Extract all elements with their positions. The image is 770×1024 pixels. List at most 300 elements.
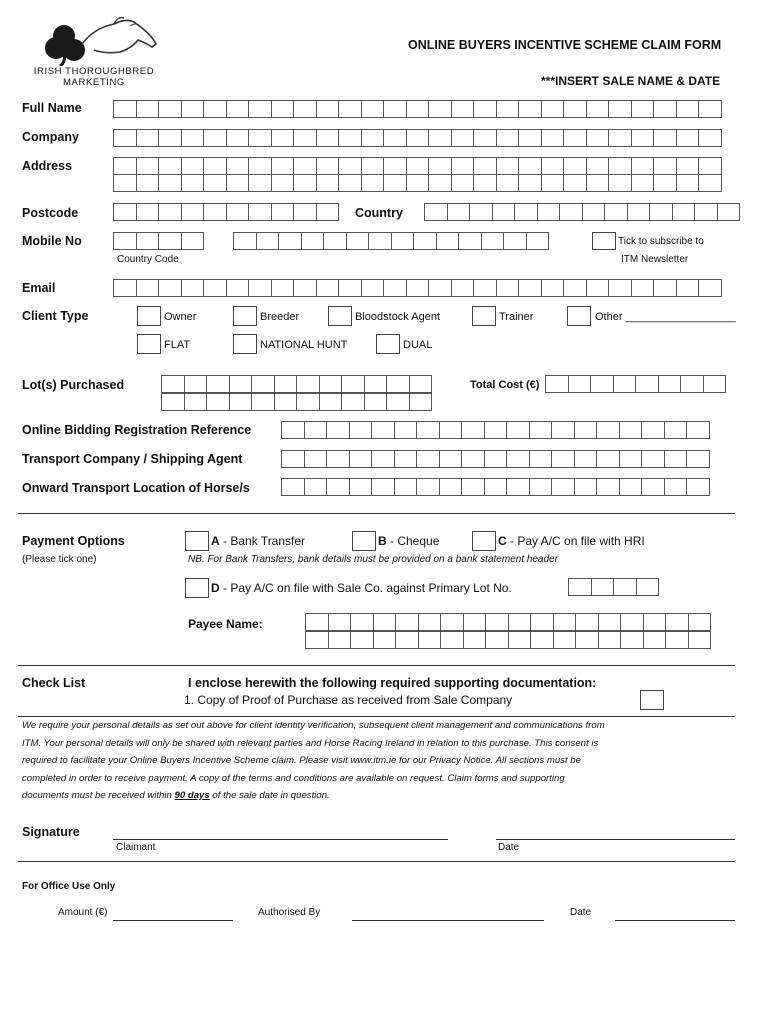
char-cell[interactable] (473, 174, 497, 192)
char-cell[interactable] (319, 375, 343, 393)
char-cell[interactable] (416, 478, 440, 496)
char-cell[interactable] (406, 174, 430, 192)
char-cell[interactable] (281, 478, 305, 496)
char-cell[interactable] (620, 613, 644, 631)
char-cell[interactable] (206, 393, 230, 411)
char-cell[interactable] (676, 129, 700, 147)
char-cell[interactable] (641, 421, 665, 439)
char-cell[interactable] (226, 157, 250, 175)
char-cell[interactable] (575, 631, 599, 649)
char-cell[interactable] (328, 613, 352, 631)
char-cell[interactable] (293, 279, 317, 297)
char-cell[interactable] (506, 421, 530, 439)
char-cell[interactable] (608, 157, 632, 175)
char-cell[interactable] (473, 129, 497, 147)
char-cell[interactable] (181, 129, 205, 147)
char-cell[interactable] (361, 174, 385, 192)
char-cell[interactable] (316, 203, 340, 221)
char-cell[interactable] (541, 279, 565, 297)
char-cell[interactable] (184, 393, 208, 411)
char-cell[interactable] (229, 375, 253, 393)
char-cell[interactable] (631, 129, 655, 147)
char-cell[interactable] (635, 375, 659, 393)
char-cell[interactable] (406, 100, 430, 118)
char-cell[interactable] (395, 613, 419, 631)
char-cell[interactable] (361, 279, 385, 297)
dual-checkbox[interactable] (376, 334, 400, 354)
char-cell[interactable] (485, 631, 509, 649)
address-field-line2[interactable] (113, 174, 722, 192)
char-cell[interactable] (406, 129, 430, 147)
char-cell[interactable] (184, 375, 208, 393)
char-cell[interactable] (316, 174, 340, 192)
char-cell[interactable] (586, 279, 610, 297)
char-cell[interactable] (604, 203, 628, 221)
char-cell[interactable] (574, 450, 598, 468)
char-cell[interactable] (274, 393, 298, 411)
char-cell[interactable] (113, 203, 137, 221)
char-cell[interactable] (428, 157, 452, 175)
char-cell[interactable] (619, 421, 643, 439)
char-cell[interactable] (484, 421, 508, 439)
char-cell[interactable] (596, 450, 620, 468)
char-cell[interactable] (248, 129, 272, 147)
char-cell[interactable] (371, 478, 395, 496)
char-cell[interactable] (439, 421, 463, 439)
char-cell[interactable] (158, 100, 182, 118)
breeder-checkbox[interactable] (233, 306, 257, 326)
char-cell[interactable] (496, 129, 520, 147)
char-cell[interactable] (251, 393, 275, 411)
char-cell[interactable] (271, 100, 295, 118)
char-cell[interactable] (361, 100, 385, 118)
char-cell[interactable] (641, 478, 665, 496)
char-cell[interactable] (631, 157, 655, 175)
char-cell[interactable] (386, 393, 410, 411)
char-cell[interactable] (608, 100, 632, 118)
char-cell[interactable] (563, 174, 587, 192)
char-cell[interactable] (461, 478, 485, 496)
lots-field-row1[interactable] (161, 375, 432, 393)
char-cell[interactable] (653, 129, 677, 147)
char-cell[interactable] (481, 232, 505, 250)
char-cell[interactable] (281, 421, 305, 439)
char-cell[interactable] (514, 203, 538, 221)
char-cell[interactable] (350, 613, 374, 631)
char-cell[interactable] (586, 100, 610, 118)
char-cell[interactable] (383, 129, 407, 147)
char-cell[interactable] (158, 203, 182, 221)
char-cell[interactable] (643, 631, 667, 649)
char-cell[interactable] (574, 421, 598, 439)
authorised-line[interactable] (352, 920, 544, 921)
char-cell[interactable] (473, 100, 497, 118)
char-cell[interactable] (338, 174, 362, 192)
char-cell[interactable] (545, 375, 569, 393)
char-cell[interactable] (136, 232, 160, 250)
char-cell[interactable] (503, 232, 527, 250)
char-cell[interactable] (658, 375, 682, 393)
char-cell[interactable] (586, 157, 610, 175)
char-cell[interactable] (664, 478, 688, 496)
char-cell[interactable] (226, 100, 250, 118)
char-cell[interactable] (409, 375, 433, 393)
char-cell[interactable] (136, 279, 160, 297)
char-cell[interactable] (113, 129, 137, 147)
char-cell[interactable] (590, 375, 614, 393)
char-cell[interactable] (665, 613, 689, 631)
char-cell[interactable] (326, 421, 350, 439)
char-cell[interactable] (649, 203, 673, 221)
char-cell[interactable] (653, 100, 677, 118)
char-cell[interactable] (568, 375, 592, 393)
char-cell[interactable] (113, 174, 137, 192)
char-cell[interactable] (206, 375, 230, 393)
primary-lot-field[interactable] (568, 578, 659, 596)
char-cell[interactable] (248, 174, 272, 192)
payee-field-row1[interactable] (305, 613, 711, 631)
email-field[interactable] (113, 279, 722, 297)
char-cell[interactable] (391, 232, 415, 250)
char-cell[interactable] (349, 450, 373, 468)
char-cell[interactable] (316, 129, 340, 147)
char-cell[interactable] (161, 393, 185, 411)
char-cell[interactable] (136, 157, 160, 175)
char-cell[interactable] (371, 421, 395, 439)
char-cell[interactable] (598, 631, 622, 649)
char-cell[interactable] (676, 157, 700, 175)
char-cell[interactable] (373, 613, 397, 631)
char-cell[interactable] (248, 100, 272, 118)
char-cell[interactable] (529, 421, 553, 439)
char-cell[interactable] (664, 421, 688, 439)
char-cell[interactable] (529, 478, 553, 496)
char-cell[interactable] (293, 174, 317, 192)
char-cell[interactable] (676, 174, 700, 192)
char-cell[interactable] (694, 203, 718, 221)
char-cell[interactable] (416, 450, 440, 468)
char-cell[interactable] (226, 129, 250, 147)
char-cell[interactable] (349, 421, 373, 439)
char-cell[interactable] (575, 613, 599, 631)
postcode-field[interactable] (113, 203, 339, 221)
char-cell[interactable] (361, 129, 385, 147)
char-cell[interactable] (473, 279, 497, 297)
onward-field[interactable] (281, 478, 710, 496)
char-cell[interactable] (296, 375, 320, 393)
char-cell[interactable] (181, 100, 205, 118)
cheque-checkbox[interactable] (352, 531, 376, 551)
char-cell[interactable] (461, 450, 485, 468)
amount-line[interactable] (113, 920, 233, 921)
char-cell[interactable] (461, 421, 485, 439)
char-cell[interactable] (113, 100, 137, 118)
char-cell[interactable] (686, 478, 710, 496)
country-field[interactable] (424, 203, 740, 221)
char-cell[interactable] (394, 478, 418, 496)
char-cell[interactable] (698, 129, 722, 147)
char-cell[interactable] (338, 129, 362, 147)
char-cell[interactable] (551, 450, 575, 468)
char-cell[interactable] (274, 375, 298, 393)
char-cell[interactable] (608, 279, 632, 297)
proof-of-purchase-checkbox[interactable] (640, 690, 664, 710)
char-cell[interactable] (203, 174, 227, 192)
lots-field-row2[interactable] (161, 393, 432, 411)
char-cell[interactable] (386, 375, 410, 393)
char-cell[interactable] (596, 478, 620, 496)
char-cell[interactable] (304, 478, 328, 496)
char-cell[interactable] (424, 203, 448, 221)
char-cell[interactable] (518, 100, 542, 118)
char-cell[interactable] (383, 100, 407, 118)
char-cell[interactable] (686, 450, 710, 468)
char-cell[interactable] (323, 232, 347, 250)
char-cell[interactable] (451, 279, 475, 297)
signature-date-line[interactable] (496, 839, 735, 840)
char-cell[interactable] (463, 631, 487, 649)
char-cell[interactable] (271, 157, 295, 175)
char-cell[interactable] (316, 157, 340, 175)
char-cell[interactable] (226, 203, 250, 221)
char-cell[interactable] (496, 279, 520, 297)
char-cell[interactable] (416, 421, 440, 439)
char-cell[interactable] (394, 450, 418, 468)
char-cell[interactable] (440, 613, 464, 631)
char-cell[interactable] (271, 203, 295, 221)
char-cell[interactable] (248, 279, 272, 297)
char-cell[interactable] (559, 203, 583, 221)
char-cell[interactable] (296, 393, 320, 411)
char-cell[interactable] (136, 174, 160, 192)
char-cell[interactable] (553, 631, 577, 649)
char-cell[interactable] (346, 232, 370, 250)
char-cell[interactable] (551, 478, 575, 496)
char-cell[interactable] (439, 450, 463, 468)
char-cell[interactable] (484, 450, 508, 468)
char-cell[interactable] (506, 478, 530, 496)
char-cell[interactable] (458, 232, 482, 250)
char-cell[interactable] (643, 613, 667, 631)
char-cell[interactable] (233, 232, 257, 250)
char-cell[interactable] (136, 100, 160, 118)
char-cell[interactable] (613, 578, 637, 596)
char-cell[interactable] (451, 129, 475, 147)
char-cell[interactable] (158, 174, 182, 192)
char-cell[interactable] (608, 129, 632, 147)
char-cell[interactable] (620, 631, 644, 649)
char-cell[interactable] (338, 279, 362, 297)
char-cell[interactable] (136, 203, 160, 221)
char-cell[interactable] (316, 100, 340, 118)
char-cell[interactable] (371, 450, 395, 468)
char-cell[interactable] (181, 279, 205, 297)
char-cell[interactable] (181, 157, 205, 175)
char-cell[interactable] (596, 421, 620, 439)
char-cell[interactable] (304, 450, 328, 468)
char-cell[interactable] (518, 157, 542, 175)
char-cell[interactable] (316, 279, 340, 297)
char-cell[interactable] (586, 174, 610, 192)
char-cell[interactable] (305, 631, 329, 649)
char-cell[interactable] (439, 478, 463, 496)
char-cell[interactable] (485, 613, 509, 631)
char-cell[interactable] (350, 631, 374, 649)
char-cell[interactable] (181, 203, 205, 221)
char-cell[interactable] (364, 375, 388, 393)
char-cell[interactable] (418, 613, 442, 631)
char-cell[interactable] (496, 174, 520, 192)
bank-transfer-checkbox[interactable] (185, 531, 209, 551)
flat-checkbox[interactable] (137, 334, 161, 354)
char-cell[interactable] (703, 375, 727, 393)
char-cell[interactable] (428, 174, 452, 192)
char-cell[interactable] (541, 174, 565, 192)
char-cell[interactable] (717, 203, 741, 221)
char-cell[interactable] (271, 129, 295, 147)
char-cell[interactable] (203, 100, 227, 118)
char-cell[interactable] (688, 631, 712, 649)
char-cell[interactable] (518, 174, 542, 192)
mobile-field[interactable] (233, 232, 549, 250)
char-cell[interactable] (698, 157, 722, 175)
char-cell[interactable] (406, 279, 430, 297)
bloodstock-agent-checkbox[interactable] (328, 306, 352, 326)
char-cell[interactable] (203, 279, 227, 297)
char-cell[interactable] (203, 129, 227, 147)
char-cell[interactable] (653, 174, 677, 192)
char-cell[interactable] (293, 100, 317, 118)
char-cell[interactable] (338, 157, 362, 175)
char-cell[interactable] (440, 631, 464, 649)
transport-field[interactable] (281, 450, 710, 468)
char-cell[interactable] (641, 450, 665, 468)
char-cell[interactable] (680, 375, 704, 393)
char-cell[interactable] (529, 450, 553, 468)
char-cell[interactable] (613, 375, 637, 393)
char-cell[interactable] (563, 279, 587, 297)
char-cell[interactable] (271, 174, 295, 192)
char-cell[interactable] (395, 631, 419, 649)
char-cell[interactable] (319, 393, 343, 411)
address-field-line1[interactable] (113, 157, 722, 175)
char-cell[interactable] (158, 232, 182, 250)
char-cell[interactable] (428, 129, 452, 147)
char-cell[interactable] (373, 631, 397, 649)
char-cell[interactable] (631, 279, 655, 297)
char-cell[interactable] (113, 279, 137, 297)
char-cell[interactable] (698, 174, 722, 192)
char-cell[interactable] (293, 129, 317, 147)
char-cell[interactable] (278, 232, 302, 250)
char-cell[interactable] (526, 232, 550, 250)
char-cell[interactable] (328, 631, 352, 649)
char-cell[interactable] (551, 421, 575, 439)
other-checkbox[interactable] (567, 306, 591, 326)
company-field[interactable] (113, 129, 722, 147)
char-cell[interactable] (181, 174, 205, 192)
char-cell[interactable] (341, 375, 365, 393)
char-cell[interactable] (326, 478, 350, 496)
char-cell[interactable] (226, 279, 250, 297)
char-cell[interactable] (428, 279, 452, 297)
char-cell[interactable] (409, 393, 433, 411)
char-cell[interactable] (518, 279, 542, 297)
char-cell[interactable] (229, 393, 253, 411)
char-cell[interactable] (541, 129, 565, 147)
char-cell[interactable] (251, 375, 275, 393)
char-cell[interactable] (451, 157, 475, 175)
char-cell[interactable] (113, 157, 137, 175)
char-cell[interactable] (158, 157, 182, 175)
char-cell[interactable] (496, 157, 520, 175)
char-cell[interactable] (271, 279, 295, 297)
hri-account-checkbox[interactable] (472, 531, 496, 551)
char-cell[interactable] (586, 129, 610, 147)
char-cell[interactable] (428, 100, 452, 118)
char-cell[interactable] (463, 613, 487, 631)
char-cell[interactable] (537, 203, 561, 221)
char-cell[interactable] (256, 232, 280, 250)
char-cell[interactable] (496, 100, 520, 118)
char-cell[interactable] (226, 174, 250, 192)
char-cell[interactable] (676, 279, 700, 297)
newsletter-checkbox[interactable] (592, 232, 616, 250)
char-cell[interactable] (508, 613, 532, 631)
char-cell[interactable] (636, 578, 660, 596)
char-cell[interactable] (158, 279, 182, 297)
char-cell[interactable] (530, 613, 554, 631)
char-cell[interactable] (304, 421, 328, 439)
char-cell[interactable] (181, 232, 205, 250)
char-cell[interactable] (541, 100, 565, 118)
char-cell[interactable] (676, 100, 700, 118)
office-date-line[interactable] (615, 920, 735, 921)
char-cell[interactable] (447, 203, 471, 221)
char-cell[interactable] (293, 157, 317, 175)
bidding-ref-field[interactable] (281, 421, 710, 439)
char-cell[interactable] (368, 232, 392, 250)
char-cell[interactable] (338, 100, 362, 118)
char-cell[interactable] (492, 203, 516, 221)
char-cell[interactable] (664, 450, 688, 468)
char-cell[interactable] (413, 232, 437, 250)
char-cell[interactable] (563, 157, 587, 175)
char-cell[interactable] (563, 129, 587, 147)
char-cell[interactable] (619, 450, 643, 468)
char-cell[interactable] (301, 232, 325, 250)
full-name-field[interactable] (113, 100, 722, 118)
char-cell[interactable] (598, 613, 622, 631)
char-cell[interactable] (158, 129, 182, 147)
char-cell[interactable] (484, 478, 508, 496)
char-cell[interactable] (563, 100, 587, 118)
char-cell[interactable] (248, 157, 272, 175)
char-cell[interactable] (506, 450, 530, 468)
total-cost-field[interactable] (545, 375, 726, 393)
char-cell[interactable] (574, 478, 598, 496)
char-cell[interactable] (698, 100, 722, 118)
char-cell[interactable] (451, 100, 475, 118)
char-cell[interactable] (568, 578, 592, 596)
char-cell[interactable] (582, 203, 606, 221)
char-cell[interactable] (665, 631, 689, 649)
char-cell[interactable] (631, 100, 655, 118)
char-cell[interactable] (136, 129, 160, 147)
char-cell[interactable] (305, 613, 329, 631)
char-cell[interactable] (341, 393, 365, 411)
char-cell[interactable] (406, 157, 430, 175)
